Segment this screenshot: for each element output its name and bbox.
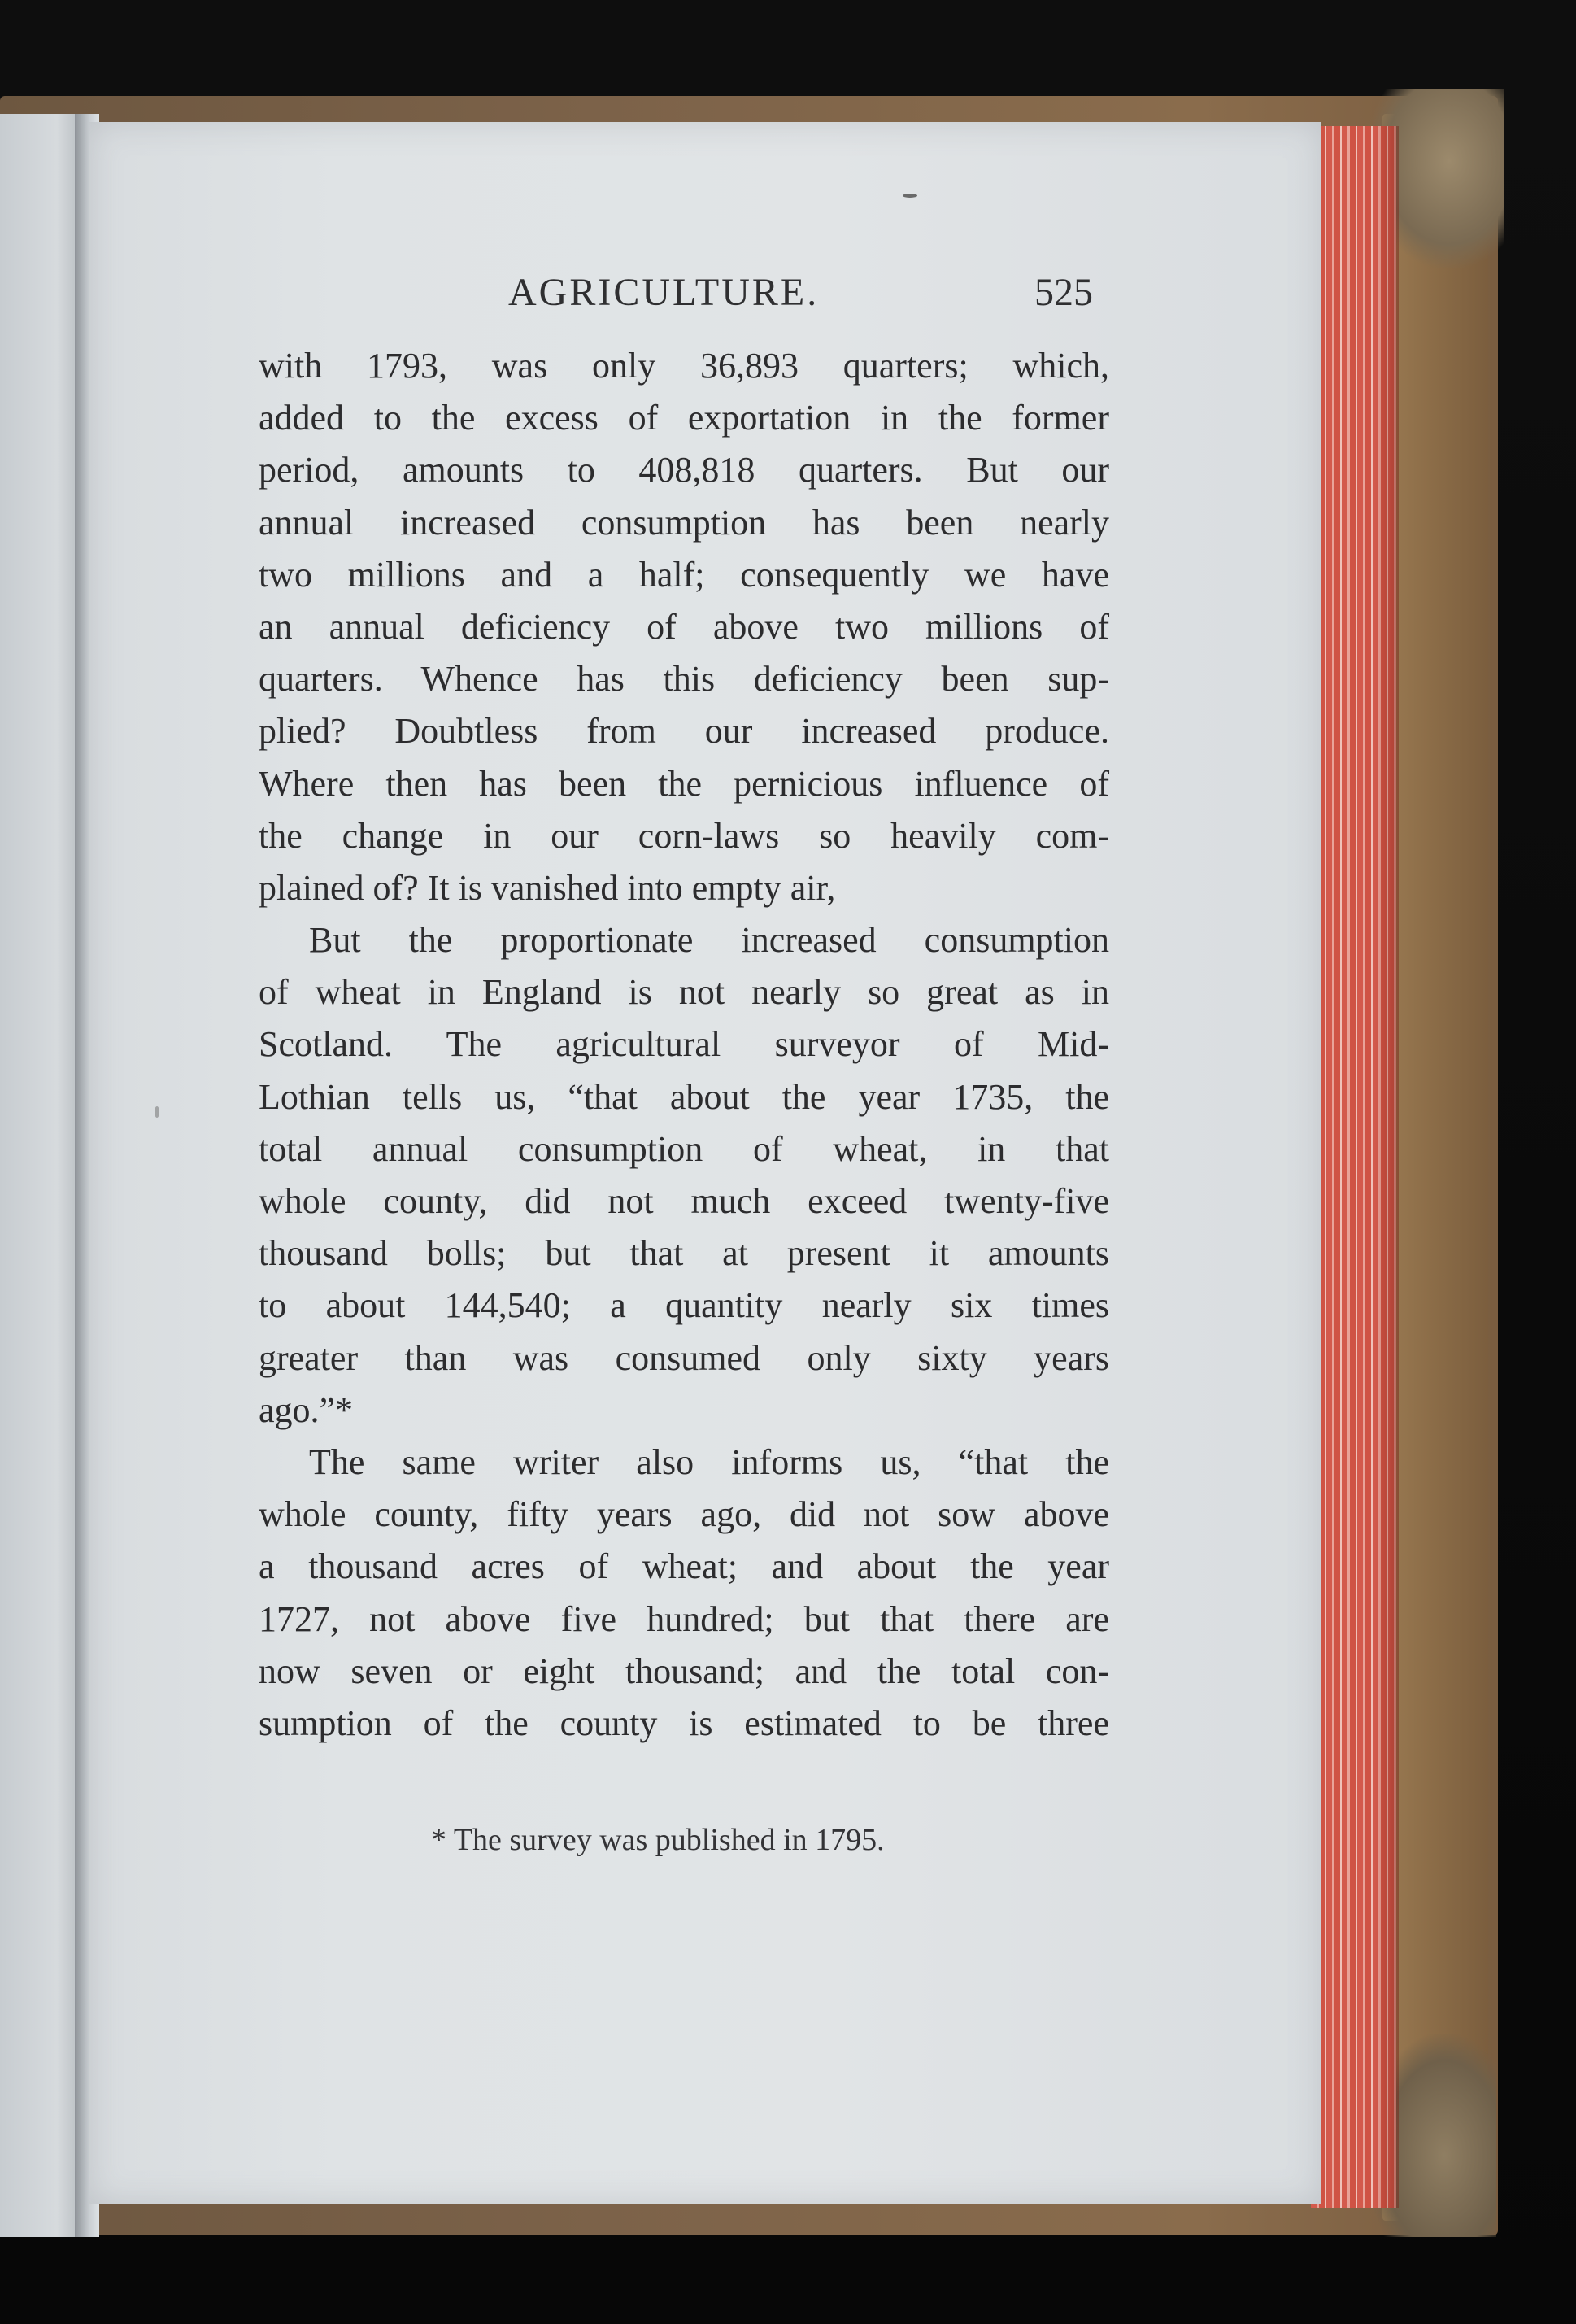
text-line: of wheat in England is not nearly so great as in (259, 972, 1109, 1013)
text-line: The same writer also informs us, “that the (309, 1441, 1109, 1482)
running-title: AGRICULTURE. (508, 271, 820, 314)
text-line: two millions and a half; consequently we have (259, 554, 1109, 595)
facing-page-edge (0, 114, 81, 2237)
text-line: with 1793, was only 36,893 quarters; which, (259, 346, 1109, 386)
text-line: But the proportionate increased consumption (309, 920, 1109, 961)
text-line: 1727, not above five hundred; but that there are (259, 1598, 1109, 1639)
text-line: total annual consumption of wheat, in that (259, 1128, 1109, 1169)
page-number: 525 (1034, 271, 1093, 314)
text-line: thousand bolls; but that at present it amounts (259, 1233, 1109, 1274)
text-line: Where then has been the pernicious influence of (259, 763, 1109, 804)
text-line: a thousand acres of wheat; and about the year (259, 1546, 1109, 1587)
running-head (244, 270, 1106, 327)
page-edges-shadow (1374, 126, 1399, 2208)
text-line: plained of? It is vanished into empty air, (259, 867, 836, 908)
text-line: Scotland. The agricultural surveyor of Mid- (259, 1024, 1109, 1065)
text-line: whole county, did not much exceed twenty-five (259, 1181, 1109, 1221)
text-line: to about 144,540; a quantity nearly six times (259, 1285, 1109, 1326)
text-line: an annual deficiency of above two millions of (259, 606, 1109, 647)
body-text (259, 340, 1109, 1750)
text-line: sumption of the county is estimated to be three (259, 1703, 1109, 1743)
text-line: now seven or eight thousand; and the total con- (259, 1650, 1109, 1691)
text-line: the change in our corn-laws so heavily com- (259, 815, 1109, 856)
text-line: period, amounts to 408,818 quarters. But our (259, 450, 1109, 491)
text-line: quarters. Whence has this deficiency been sup- (259, 659, 1109, 700)
ink-speck (903, 194, 917, 198)
text-line: Lothian tells us, “that about the year 1735, the (259, 1076, 1109, 1117)
footnote: * The survey was published in 1795. (431, 1823, 885, 1857)
text-line: whole county, fifty years ago, did not sow above (259, 1494, 1109, 1535)
text-line: added to the excess of exportation in the former (259, 398, 1109, 438)
text-line: annual increased consumption has been nearly (259, 502, 1109, 543)
ink-speck (155, 1106, 159, 1118)
text-line: plied? Doubtless from our increased produce. (259, 711, 1109, 752)
text-line: ago.”* (259, 1389, 354, 1430)
text-line: greater than was consumed only sixty years (259, 1337, 1109, 1378)
